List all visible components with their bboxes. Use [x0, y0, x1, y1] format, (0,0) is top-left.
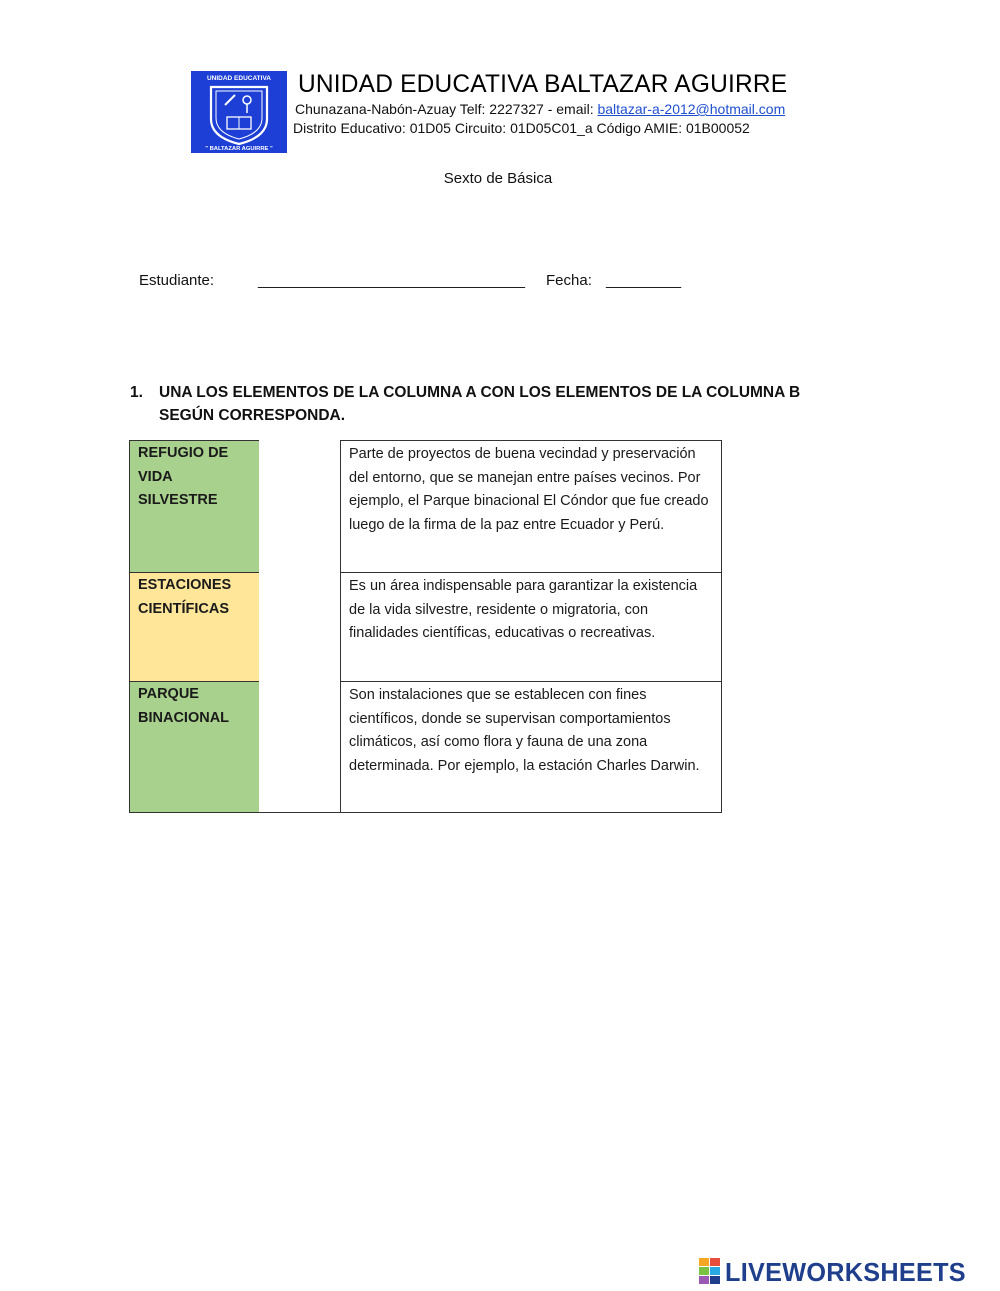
question-number: 1.: [130, 384, 143, 401]
logo-bottom-text: " BALTAZAR AGUIRRE ": [205, 146, 273, 152]
description-cell-1: Parte de proyectos de buena vecindad y preservación del entorno, que se manejan entre países vecinos. Por ejemplo, el Parque binacional El Cóndor que fue creado luego de la firma de la paz entre Ecuador y Perú.: [340, 440, 722, 573]
school-logo: [191, 71, 287, 153]
term-cell-3: PARQUE BINACIONAL: [129, 681, 260, 813]
contact-text: Chunazana-Nabón-Azuay Telf: 2227327 - email:: [295, 101, 598, 117]
date-field[interactable]: _________: [606, 272, 682, 289]
term-cell-1: REFUGIO DE VIDA SILVESTRE: [129, 440, 260, 573]
term-cell-2: ESTACIONES CIENTÍFICAS: [129, 572, 260, 682]
liveworksheets-icon: [699, 1258, 721, 1284]
answer-cell-3[interactable]: [259, 681, 341, 813]
description-cell-2: Es un área indispensable para garantizar la existencia de la vida silvestre, residente o migratoria, con finalidades científicas, educativas o recreativas.: [340, 572, 722, 682]
grade-title: Sexto de Básica: [443, 170, 553, 187]
footer-brand-text: LIVEWORKSHEETS: [725, 1257, 966, 1287]
answer-cell-1[interactable]: [259, 440, 341, 573]
student-label: Estudiante:: [139, 272, 215, 289]
school-name: UNIDAD EDUCATIVA BALTAZAR AGUIRRE: [298, 70, 788, 98]
footer-brand: [699, 1257, 999, 1285]
contact-line: [295, 101, 785, 117]
student-name-field[interactable]: ________________________________: [258, 272, 525, 289]
school-crest-icon: [191, 71, 287, 153]
question-text: UNA LOS ELEMENTOS DE LA COLUMNA A CON LOS ELEMENTOS DE LA COLUMNA B SEGÚN CORRESPONDA.: [159, 384, 801, 424]
email-link[interactable]: baltazar-a-2012@hotmail.com: [597, 101, 786, 117]
answer-cell-2[interactable]: [259, 572, 341, 682]
logo-top-text: UNIDAD EDUCATIVA: [206, 75, 272, 82]
description-cell-3: Son instalaciones que se establecen con fines científicos, donde se supervisan comportamientos climáticos, así como flora y fauna de una zona determinada. Por ejemplo, la estación Charles Darwin.: [340, 681, 722, 813]
date-label: Fecha:: [546, 272, 592, 289]
district-line: Distrito Educativo: 01D05 Circuito: 01D05C01_a Código AMIE: 01B00052: [293, 120, 750, 136]
